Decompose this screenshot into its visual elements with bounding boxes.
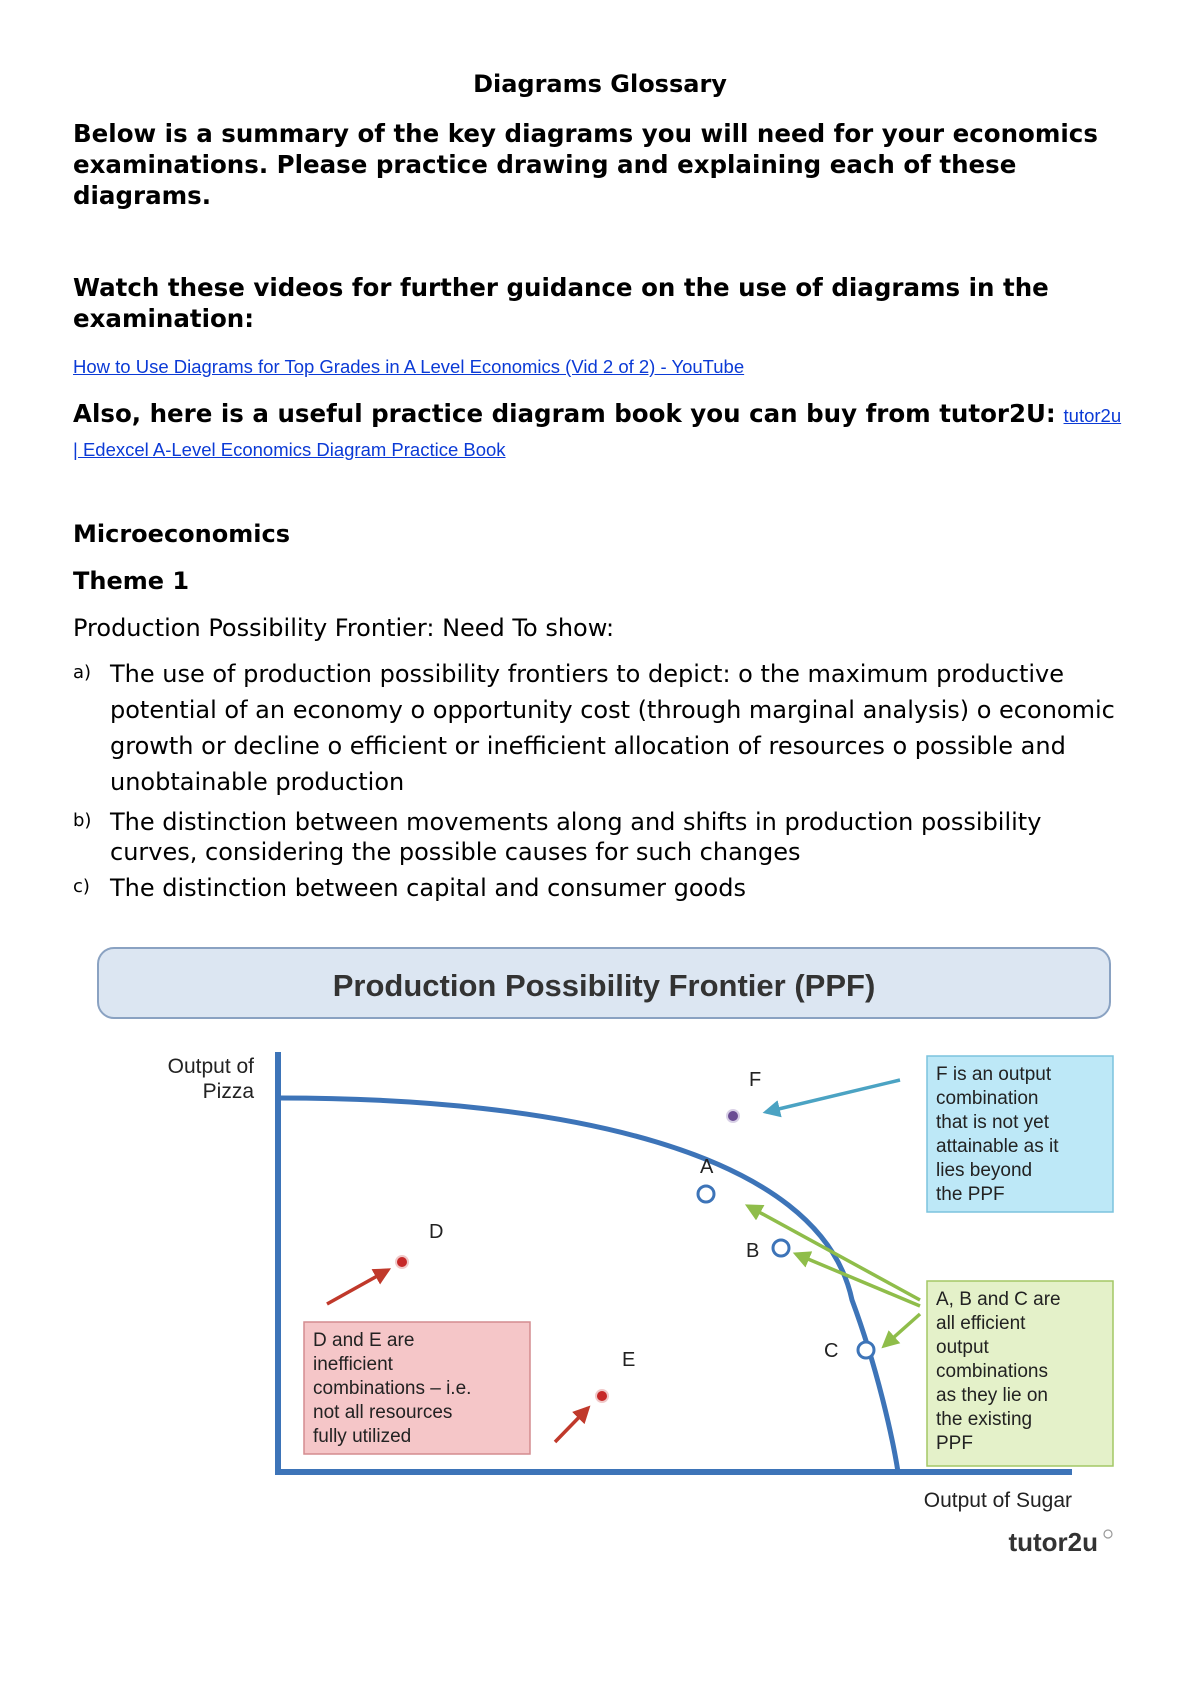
- book-link-part2[interactable]: | Edexcel A-Level Economics Diagram Practice Book: [73, 439, 506, 460]
- list-line: The use of production possibility frontiers to depict: o the maximum productive: [110, 660, 1065, 688]
- list-line: unobtainable production: [110, 768, 405, 796]
- list-line: curves, considering the possible causes for such changes: [110, 838, 801, 866]
- y-axis-label-line2: Pizza: [202, 1080, 254, 1103]
- point-d: [396, 1256, 408, 1268]
- point-c: [858, 1342, 874, 1358]
- arrow-to-d: [327, 1270, 388, 1304]
- intro-paragraph: Below is a summary of the key diagrams you will need for your economics examinations. Please practice drawing and explaining each of these diagrams.: [73, 119, 1098, 210]
- diagram-banner-title: Production Possibility Frontier (PPF): [332, 968, 876, 1003]
- list-line: potential of an economy o opportunity cost (through marginal analysis) o economic: [110, 696, 1115, 724]
- label-e: E: [622, 1349, 636, 1371]
- tutor2u-logo: tutor2u: [1008, 1527, 1098, 1557]
- annotation-text-de: D and E are inefficient combinations – i.e. not all resources fully utilized: [313, 1330, 472, 1447]
- point-b: [773, 1240, 789, 1256]
- video-link[interactable]: How to Use Diagrams for Top Grades in A Level Economics (Vid 2 of 2) - YouTube: [73, 356, 745, 377]
- list-marker: c): [73, 876, 90, 897]
- annotation-text-f: F is an output combination that is not yet attainable as it lies beyond the PPF: [936, 1064, 1059, 1205]
- label-d: D: [429, 1221, 444, 1243]
- list-line: growth or decline o efficient or inefficient allocation of resources o possible and: [110, 732, 1066, 760]
- label-b: B: [746, 1240, 760, 1262]
- arrow-to-f: [766, 1080, 900, 1112]
- ppf-intro: Production Possibility Frontier: Need To show:: [73, 614, 615, 642]
- label-c: C: [824, 1340, 839, 1362]
- label-a: A: [700, 1156, 714, 1178]
- logo-mark: [1104, 1530, 1112, 1538]
- book-text: Also, here is a useful practice diagram book you can buy from tutor2U:: [73, 399, 1056, 428]
- book-link-part1[interactable]: tutor2u: [1063, 405, 1122, 426]
- y-axis-label-line1: Output of: [167, 1055, 254, 1078]
- point-f: [727, 1110, 739, 1122]
- theme-heading: Theme 1: [73, 567, 190, 595]
- point-e: [596, 1390, 608, 1402]
- watch-paragraph: Watch these videos for further guidance on the use of diagrams in the examination:: [73, 273, 1049, 333]
- list-marker: a): [73, 662, 92, 683]
- section-heading: Microeconomics: [73, 520, 290, 548]
- arrow-to-e: [555, 1408, 588, 1442]
- label-f: F: [749, 1069, 762, 1091]
- arrow-to-b: [796, 1254, 920, 1306]
- arrow-to-c: [884, 1314, 920, 1346]
- annotation-text-abc: A, B and C are all efficient output combinations as they lie on the existing PPF: [936, 1289, 1061, 1454]
- page-title: Diagrams Glossary: [473, 70, 727, 98]
- list-line: The distinction between movements along and shifts in production possibility: [110, 808, 1042, 836]
- point-a: [698, 1186, 714, 1202]
- x-axis-label: Output of Sugar: [923, 1489, 1072, 1512]
- list-marker: b): [73, 810, 92, 831]
- list-line: The distinction between capital and consumer goods: [110, 874, 746, 902]
